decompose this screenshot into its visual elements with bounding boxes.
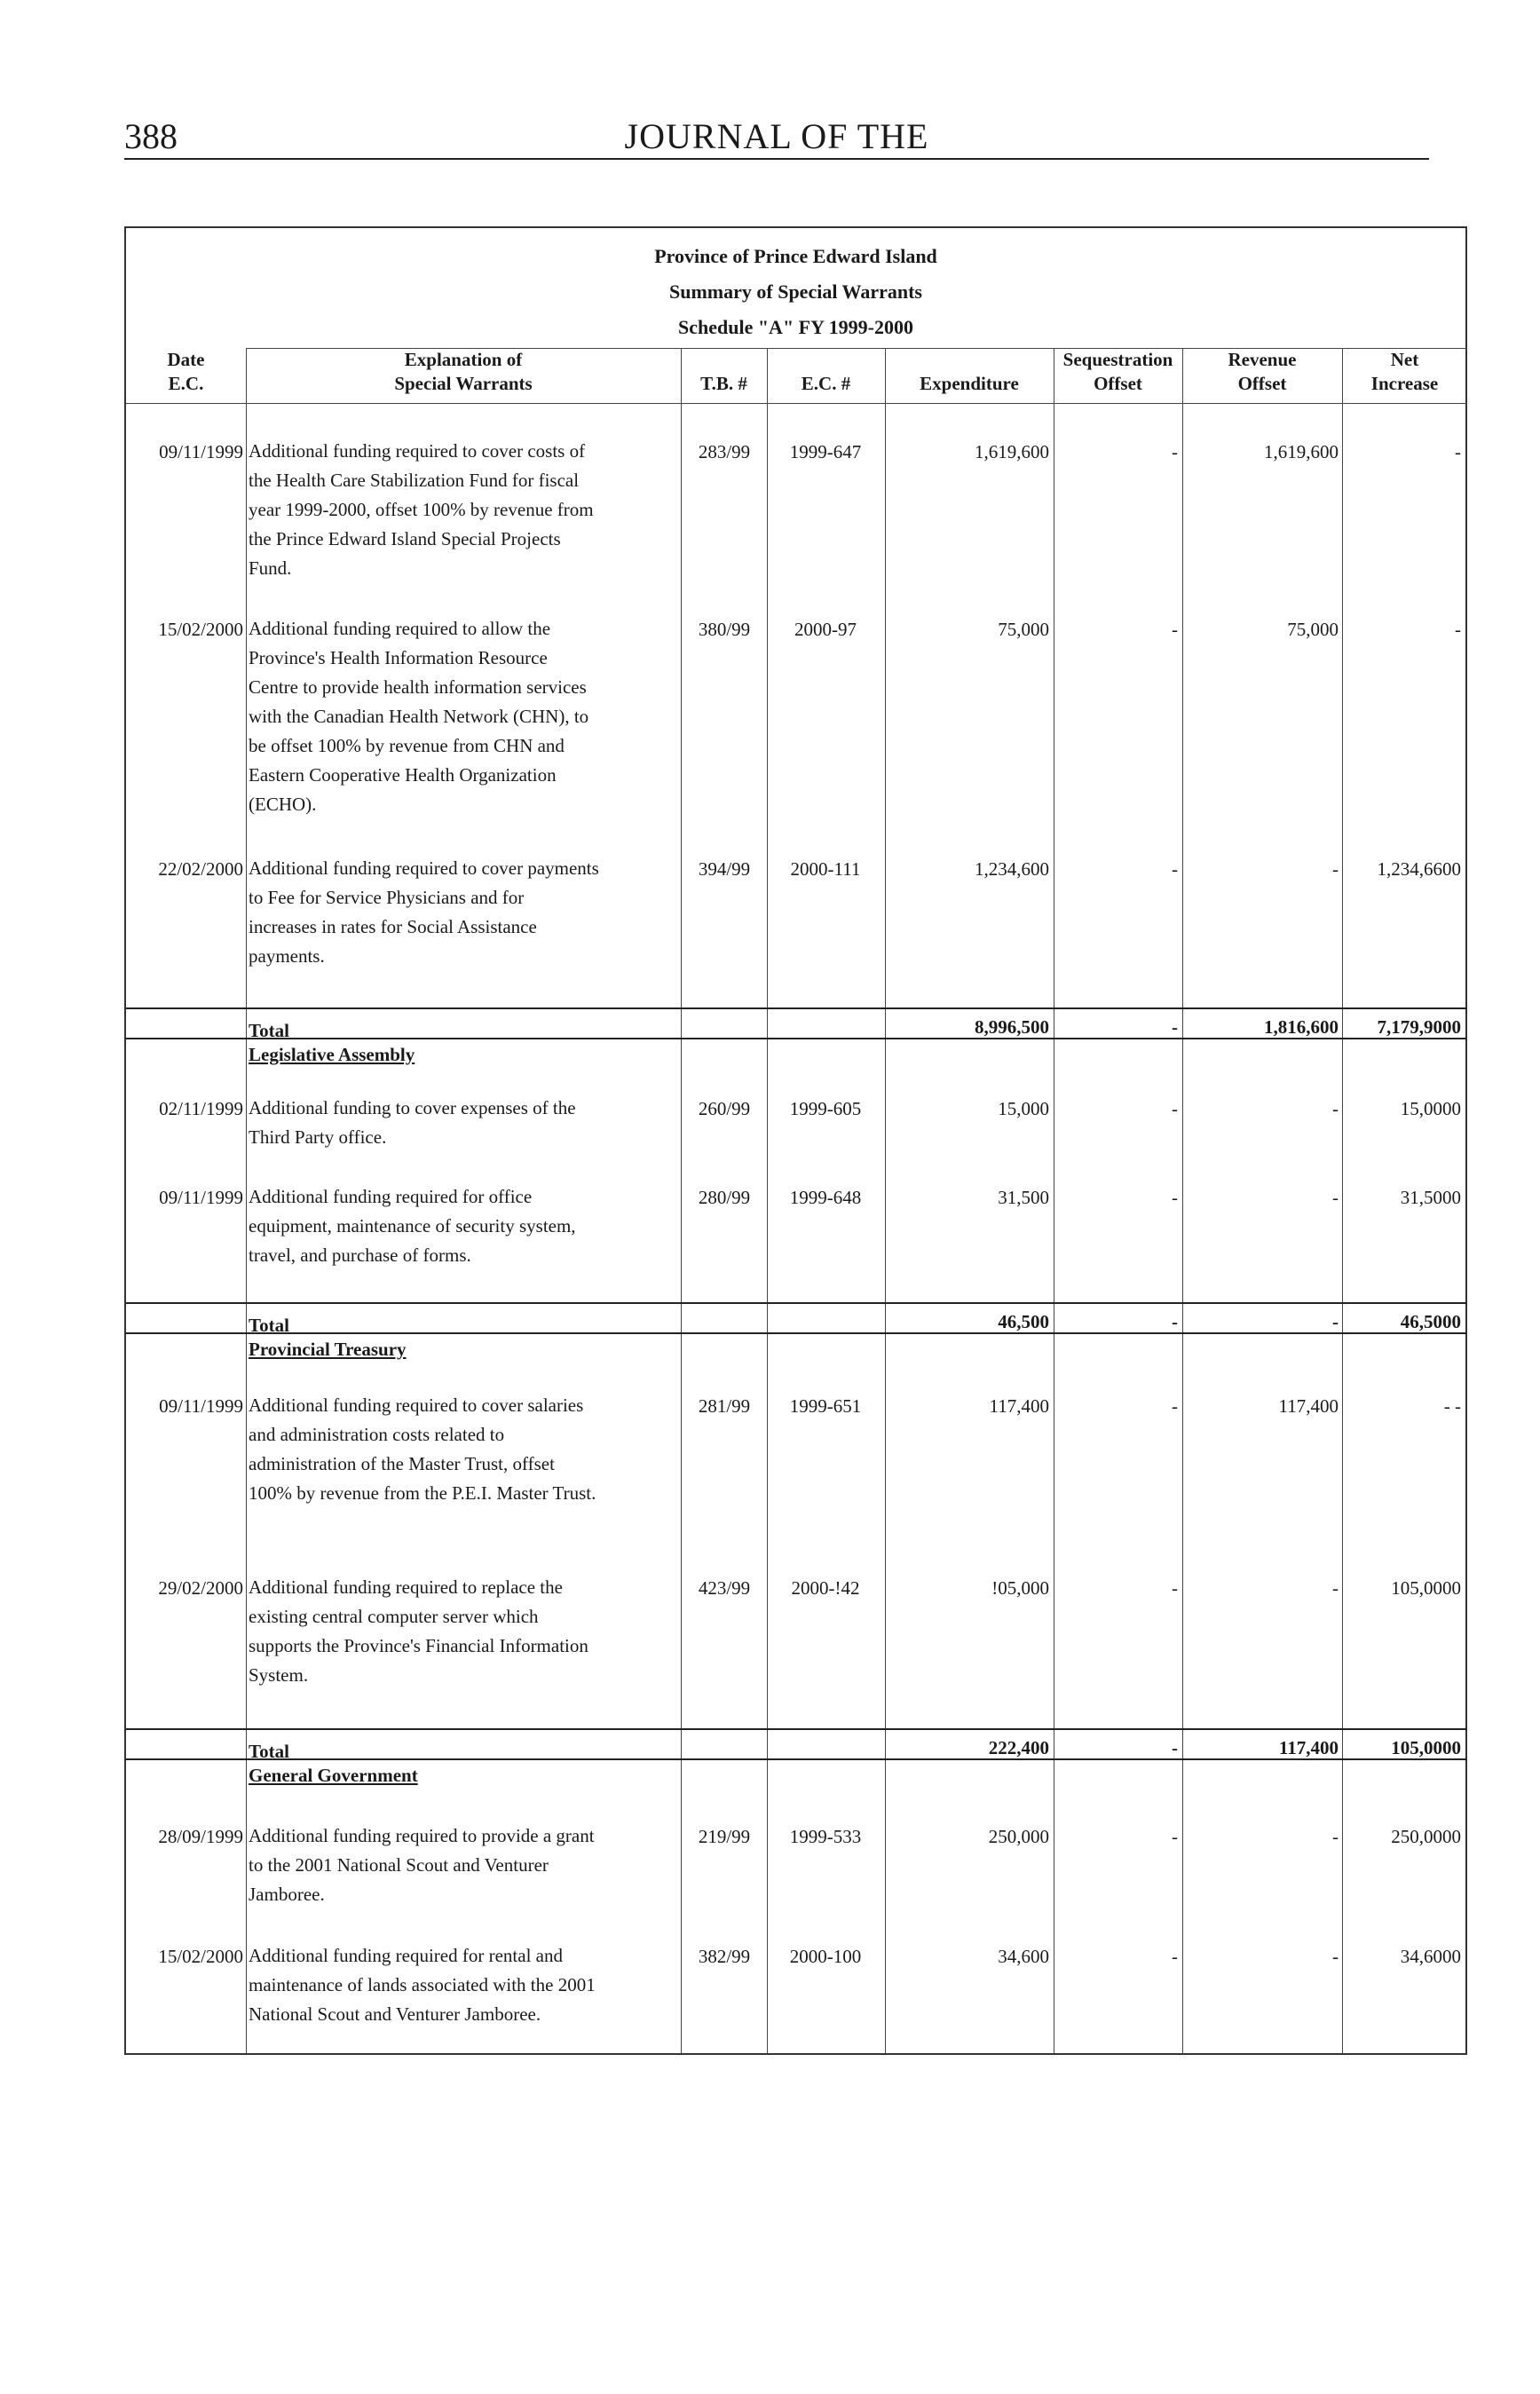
- row-net: 34,6000: [1400, 1946, 1461, 1967]
- header-ec: E.C. #: [801, 373, 851, 394]
- column-rule: [885, 348, 886, 2053]
- header-sequestration: Sequestration Offset: [1062, 349, 1173, 394]
- row-date: 22/02/2000: [158, 858, 243, 880]
- column-rule: [767, 348, 768, 2053]
- row-net: -: [1455, 619, 1461, 640]
- row-tb-number: 380/99: [698, 619, 751, 640]
- row-sequestration: -: [1172, 441, 1178, 462]
- row-expenditure: 75,000: [998, 619, 1049, 640]
- row-net: 31,5000: [1400, 1187, 1461, 1208]
- row-net: 105,0000: [1391, 1577, 1461, 1599]
- schedule-table: [124, 226, 1467, 2055]
- row-revenue: 1,619,600: [1264, 441, 1339, 462]
- total-expenditure: 222,400: [988, 1737, 1049, 1758]
- row-net: - -: [1443, 1395, 1461, 1417]
- row-ec-number: 2000-97: [794, 619, 857, 640]
- header-top-rule: [246, 348, 1467, 349]
- header-rule: [124, 158, 1429, 160]
- row-net: -: [1455, 441, 1461, 462]
- row-expenditure: 34,600: [998, 1946, 1049, 1967]
- row-expenditure: 250,000: [988, 1826, 1049, 1847]
- row-explanation: Additional funding required for rental and maintenance of lands associated with the 2001 National Scout and Venturer Jamboree.: [249, 1945, 596, 2025]
- total-expenditure: 8,996,500: [975, 1016, 1049, 1038]
- total-bottom-rule: [126, 1758, 1467, 1760]
- row-revenue: -: [1332, 1577, 1339, 1599]
- total-net: 7,179,9000: [1377, 1016, 1461, 1038]
- page-number: 388: [124, 116, 178, 156]
- row-revenue: -: [1332, 1098, 1339, 1119]
- schedule-line: Schedule "A" FY 1999-2000: [678, 316, 913, 338]
- row-expenditure: 15,000: [998, 1098, 1049, 1119]
- total-net: 105,0000: [1391, 1737, 1461, 1758]
- column-rule: [246, 348, 247, 2053]
- total-label: Total: [249, 1315, 289, 1336]
- header-date: Date E.C.: [167, 349, 205, 394]
- row-date: 15/02/2000: [158, 1946, 243, 1967]
- row-expenditure: 1,619,600: [975, 441, 1049, 462]
- row-sequestration: -: [1172, 1577, 1178, 1599]
- row-explanation: Additional funding required to cover costs of the Health Care Stabilization Fund for fiscal year 1999-2000, offset 100% by revenue from the Prince Edward Island Special Projects Fund.: [249, 440, 594, 579]
- total-sequestration: -: [1172, 1016, 1178, 1038]
- schedule-subtitle: Summary of Special Warrants: [669, 280, 922, 303]
- total-top-rule: [126, 1007, 1467, 1009]
- row-revenue: 75,000: [1287, 619, 1339, 640]
- row-expenditure: 117,400: [989, 1395, 1049, 1417]
- row-revenue: -: [1332, 1826, 1339, 1847]
- header-net: Net Increase: [1370, 349, 1439, 394]
- row-sequestration: -: [1172, 1946, 1178, 1967]
- row-expenditure: 31,500: [998, 1187, 1049, 1208]
- row-net: 1,234,6600: [1377, 858, 1461, 880]
- row-tb-number: 219/99: [698, 1826, 751, 1847]
- row-revenue: -: [1332, 858, 1339, 880]
- row-sequestration: -: [1172, 1187, 1178, 1208]
- row-explanation: Additional funding required for office equipment, maintenance of security system, travel, and purchase of forms.: [249, 1186, 576, 1266]
- total-bottom-rule: [126, 1038, 1467, 1039]
- total-label: Total: [249, 1020, 289, 1041]
- header-tb: T.B. #: [700, 373, 747, 394]
- column-rule: [681, 348, 682, 2053]
- total-net: 46,5000: [1400, 1311, 1461, 1332]
- total-top-rule: [126, 1728, 1467, 1730]
- total-bottom-rule: [126, 1332, 1467, 1334]
- row-net: 250,0000: [1391, 1826, 1461, 1847]
- row-ec-number: 1999-605: [789, 1098, 862, 1119]
- row-ec-number: 1999-533: [789, 1826, 862, 1847]
- row-date: 02/11/1999: [159, 1098, 243, 1119]
- total-label: Total: [249, 1741, 289, 1762]
- row-ec-number: 1999-648: [789, 1187, 862, 1208]
- row-date: 29/02/2000: [158, 1577, 243, 1599]
- row-date: 09/11/1999: [159, 441, 243, 462]
- row-explanation: Additional funding required to replace the existing central computer server which supports the Province's Financial Information System.: [249, 1576, 588, 1686]
- page-header: [124, 115, 1429, 156]
- row-ec-number: 1999-647: [789, 441, 862, 462]
- header-explanation: Explanation of Special Warrants: [394, 349, 533, 394]
- row-sequestration: -: [1172, 1826, 1178, 1847]
- row-expenditure: 1,234,600: [975, 858, 1049, 880]
- row-tb-number: 260/99: [698, 1098, 751, 1119]
- row-tb-number: 394/99: [698, 858, 751, 880]
- row-sequestration: -: [1172, 1395, 1178, 1417]
- row-date: 15/02/2000: [158, 619, 243, 640]
- total-sequestration: -: [1172, 1737, 1178, 1758]
- row-explanation: Additional funding required to allow the Province's Health Information Resource Centre to provide health information services with the Canadian Health Network (CHN), to be offset 100% by revenue from CHN and Eastern Cooperative Health Organization (ECHO).: [249, 618, 589, 815]
- row-ec-number: 1999-651: [789, 1395, 862, 1417]
- row-net: 15,0000: [1400, 1098, 1461, 1119]
- row-ec-number: 2000-111: [790, 858, 861, 880]
- row-date: 09/11/1999: [159, 1395, 243, 1417]
- running-title: JOURNAL OF THE: [624, 116, 929, 156]
- row-revenue: -: [1332, 1187, 1339, 1208]
- row-sequestration: -: [1172, 858, 1178, 880]
- row-tb-number: 283/99: [698, 441, 751, 462]
- header-revenue: Revenue Offset: [1228, 349, 1297, 394]
- total-revenue: 1,816,600: [1264, 1016, 1339, 1038]
- row-date: 28/09/1999: [158, 1826, 243, 1847]
- row-sequestration: -: [1172, 1098, 1178, 1119]
- row-explanation: Additional funding required to provide a grant to the 2001 National Scout and Venturer Jamboree.: [249, 1825, 595, 1905]
- section-heading: Legislative Assembly: [249, 1044, 415, 1065]
- row-revenue: 117,400: [1278, 1395, 1339, 1417]
- row-tb-number: 281/99: [698, 1395, 751, 1417]
- row-revenue: -: [1332, 1946, 1339, 1967]
- row-tb-number: 280/99: [698, 1187, 751, 1208]
- row-ec-number: 2000-!42: [791, 1577, 860, 1599]
- row-date: 09/11/1999: [159, 1187, 243, 1208]
- row-explanation: Additional funding required to cover payments to Fee for Service Physicians and for increases in rates for Social Assistance payments.: [249, 857, 599, 967]
- total-sequestration: -: [1172, 1311, 1178, 1332]
- total-expenditure: 46,500: [998, 1311, 1049, 1332]
- row-explanation: Additional funding to cover expenses of the Third Party office.: [249, 1097, 576, 1148]
- row-ec-number: 2000-100: [789, 1946, 862, 1967]
- section-heading: General Government: [249, 1765, 418, 1786]
- header-bottom-rule: [126, 403, 1467, 404]
- row-tb-number: 423/99: [698, 1577, 751, 1599]
- total-top-rule: [126, 1302, 1467, 1304]
- row-expenditure: !05,000: [991, 1577, 1049, 1599]
- row-tb-number: 382/99: [698, 1946, 751, 1967]
- row-sequestration: -: [1172, 619, 1178, 640]
- total-revenue: 117,400: [1278, 1737, 1339, 1758]
- row-explanation: Additional funding required to cover salaries and administration costs related to administration of the Master Trust, offset 100% by revenue from the P.E.I. Master Trust.: [249, 1395, 596, 1504]
- header-expenditure: Expenditure: [920, 373, 1019, 394]
- schedule-title-block: [126, 228, 1465, 345]
- schedule-title: Province of Prince Edward Island: [654, 245, 937, 267]
- section-heading: Provincial Treasury: [249, 1339, 407, 1360]
- column-rule: [1342, 348, 1343, 2053]
- total-revenue: -: [1332, 1311, 1339, 1332]
